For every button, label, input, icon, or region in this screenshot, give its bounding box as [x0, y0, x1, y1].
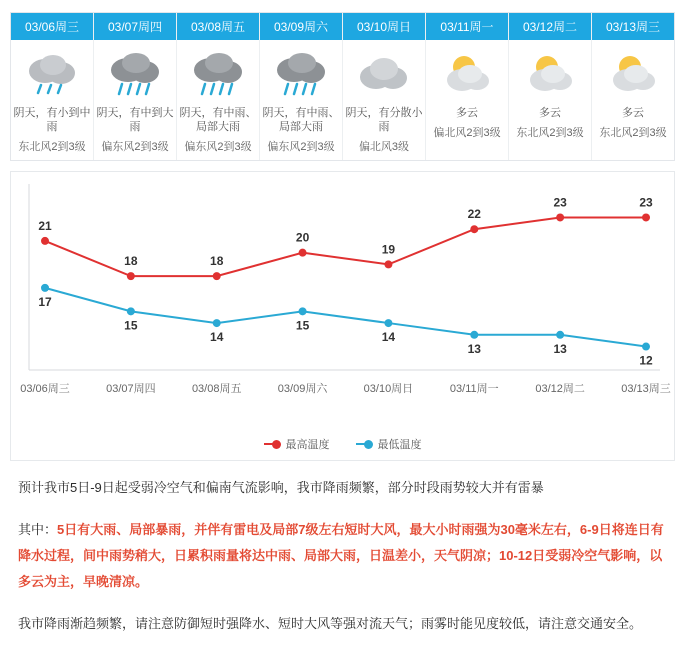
sun-cloud-icon [521, 46, 579, 102]
forecast-day[interactable] [426, 13, 509, 160]
forecast-wind: 偏北风2到3级 [433, 127, 501, 139]
sun-cloud-icon [604, 46, 662, 102]
forecast-desc: 阴天，有中雨、局部大雨 [179, 107, 257, 133]
forecast-day[interactable] [11, 13, 94, 160]
text-paragraph-1: 预计我市5日-9日起受弱冷空气和偏南气流影响，我市降雨频繁，部分时段雨势较大并有雷暴 [18, 480, 544, 495]
rain-cloud-heavy-icon [189, 46, 247, 102]
svg-text:03/11周一: 03/11周一 [449, 383, 499, 395]
svg-text:13: 13 [553, 341, 567, 356]
text-paragraph-3: 我市降雨渐趋频繁，请注意防御短时强降水、短时大风等强对流天气；雨雾时能见度较低，请注意交通安全。 [18, 616, 643, 631]
svg-text:20: 20 [295, 230, 310, 245]
forecast-desc: 多云 [539, 107, 561, 119]
forecast-desc: 阴天，有中雨、局部大雨 [262, 107, 340, 133]
legend-item-low[interactable] [356, 436, 422, 452]
legend-line-high [264, 443, 278, 445]
legend-label-high: 最高温度 [285, 439, 330, 451]
forecast-strip [10, 12, 675, 161]
svg-text:14: 14 [210, 330, 224, 345]
forecast-wind: 偏东风2到3级 [184, 141, 252, 153]
svg-text:12: 12 [639, 353, 653, 368]
svg-text:03/06周三: 03/06周三 [20, 383, 70, 395]
forecast-wind: 东北风2到3级 [516, 127, 584, 139]
svg-text:03/12周二: 03/12周二 [535, 383, 585, 395]
forecast-desc: 阴天，有小到中雨 [13, 107, 91, 133]
svg-text:15: 15 [295, 318, 310, 333]
forecast-date: 03/11周一 [426, 13, 508, 40]
forecast-day[interactable] [343, 13, 426, 160]
forecast-wind: 东北风2到3级 [599, 127, 667, 139]
forecast-day[interactable] [592, 13, 674, 160]
svg-text:03/09周六: 03/09周六 [277, 383, 328, 395]
forecast-date: 03/13周三 [592, 13, 674, 40]
svg-text:18: 18 [124, 254, 138, 269]
chart-canvas [11, 172, 674, 430]
svg-text:03/07周四: 03/07周四 [106, 383, 156, 395]
svg-text:13: 13 [467, 341, 481, 356]
svg-text:19: 19 [381, 242, 396, 257]
forecast-text [18, 475, 667, 637]
forecast-day[interactable] [260, 13, 343, 160]
forecast-date: 03/08周五 [177, 13, 259, 40]
forecast-day[interactable] [94, 13, 177, 160]
chart-legend [11, 436, 674, 452]
text-paragraph-2-prefix: 其中： [18, 522, 58, 537]
forecast-desc: 阴天，有分散小雨 [345, 107, 423, 133]
forecast-date: 03/10周日 [343, 13, 425, 40]
legend-label-low: 最低温度 [377, 439, 422, 451]
svg-text:03/13周三: 03/13周三 [621, 383, 671, 395]
forecast-day[interactable] [509, 13, 592, 160]
forecast-date: 03/09周六 [260, 13, 342, 40]
forecast-desc: 多云 [456, 107, 478, 119]
forecast-desc: 阴天，有中到大雨 [96, 107, 174, 133]
cloudy-icon [355, 46, 413, 102]
legend-line-low [356, 443, 370, 445]
svg-text:21: 21 [38, 218, 52, 233]
svg-text:17: 17 [38, 294, 52, 309]
forecast-wind: 东北风2到3级 [18, 141, 86, 153]
text-paragraph-2-highlight: 5日有大雨、局部暴雨，并伴有雷电及局部7级左右短时大风，最大小时雨强为30毫米左右，6-9日将连日有降水过程，间中雨势稍大，日累积雨量将达中雨、局部大雨，日温差小，天气阴凉；10-12日受弱冷空气影响，以多云为主，早晚清凉。 [18, 522, 664, 589]
forecast-desc: 多云 [622, 107, 644, 119]
forecast-wind: 偏东风2到3级 [101, 141, 169, 153]
legend-item-high[interactable] [264, 436, 330, 452]
weather-page [0, 12, 685, 669]
forecast-wind: 偏北风3级 [358, 141, 410, 153]
rain-cloud-heavy-icon [272, 46, 330, 102]
rain-cloud-heavy-icon [106, 46, 164, 102]
text-paragraph-2 [18, 517, 667, 595]
forecast-date: 03/07周四 [94, 13, 176, 40]
svg-text:15: 15 [124, 318, 138, 333]
forecast-date: 03/06周三 [11, 13, 93, 40]
svg-text:23: 23 [639, 195, 653, 210]
svg-text:03/10周日: 03/10周日 [363, 383, 414, 395]
svg-text:18: 18 [210, 254, 224, 269]
forecast-day[interactable] [177, 13, 260, 160]
svg-text:03/08周五: 03/08周五 [191, 383, 242, 395]
forecast-date: 03/12周二 [509, 13, 591, 40]
temperature-chart [10, 171, 675, 461]
sun-cloud-icon [438, 46, 496, 102]
rain-cloud-icon [23, 46, 81, 102]
forecast-wind: 偏东风2到3级 [267, 141, 335, 153]
svg-text:14: 14 [381, 330, 396, 345]
svg-text:23: 23 [553, 195, 567, 210]
svg-text:22: 22 [467, 207, 481, 222]
